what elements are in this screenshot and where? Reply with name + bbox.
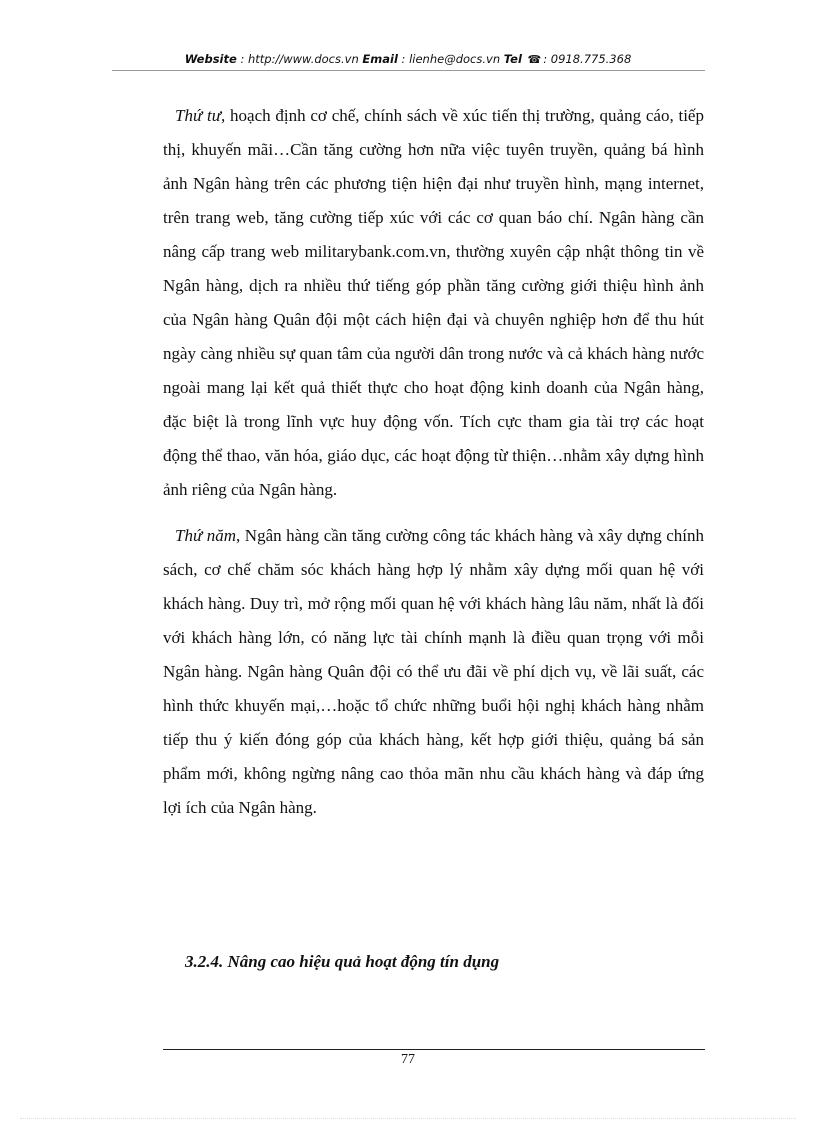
paragraph-fourth xyxy=(163,99,704,507)
telephone-icon: ☎ xyxy=(527,53,542,66)
paragraph-lead: Thứ tư, xyxy=(175,106,226,125)
page-header xyxy=(0,52,816,66)
email-label: Email xyxy=(362,52,398,66)
paragraph-fifth xyxy=(163,519,704,825)
page-edge-border xyxy=(20,1118,796,1119)
tel-label: Tel xyxy=(503,52,522,66)
email-separator: : xyxy=(397,52,410,66)
paragraph-text: hoạch định cơ chế, chính sách về xúc tiến thị trường, quảng cáo, tiếp thị, khuyến mãi…Cần tăng cường hơn nữa việc tuyên truyền, quảng bá hình ảnh Ngân hàng trên các phương tiện hiện đại như truyền hình, mạng internet, trên trang web, tăng cường tiếp xúc với các cơ quan báo chí. Ngân hàng cần nâng cấp trang web militarybank.com.vn, thường xuyên cập nhật thông tin về Ngân hàng, dịch ra nhiều thứ tiếng góp phần tăng cường giới thiệu hình ảnh của Ngân hàng Quân đội một cách hiện đại và chuyên nghiệp hơn để thu hút ngày càng nhiều sự quan tâm của người dân trong nước và cả khách hàng nước ngoài mang lại kết quả thiết thực cho hoạt động kinh doanh của Ngân hàng, đặc biệt là trong lĩnh vực huy động vốn. Tích cực tham gia tài trợ các hoạt động thể thao, văn hóa, giáo dục, các hoạt động từ thiện…nhằm xây dựng hình ảnh riêng của Ngân hàng. xyxy=(163,106,704,499)
paragraph-lead: Thứ năm xyxy=(175,526,237,545)
paragraph-text: , Ngân hàng cần tăng cường công tác khách hàng và xây dựng chính sách, cơ chế chăm sóc khách hàng hợp lý nhằm xây dựng mối quan hệ với khách hàng. Duy trì, mở rộng mối quan hệ với khách hàng lâu năm, nhất là đối với khách hàng lớn, có năng lực tài chính mạnh là điều quan trọng với mỗi Ngân hàng. Ngân hàng Quân đội có thể ưu đãi về phí dịch vụ, về lãi suất, các hình thức khuyến mại,…hoặc tổ chức những buổi hội nghị khách hàng nhằm tiếp thu ý kiến đóng góp của khách hàng, kết hợp giới thiệu, quảng bá sản phẩm mới, không ngừng nâng cao thỏa mãn nhu cầu khách hàng và đáp ứng lợi ích của Ngân hàng. xyxy=(163,526,705,817)
header-divider xyxy=(112,70,705,71)
page-number: 77 xyxy=(401,1052,415,1067)
tel-value: : 0918.775.368 xyxy=(543,52,632,66)
section-heading: 3.2.4. Nâng cao hiệu quả hoạt động tín dụng xyxy=(185,952,500,971)
email-value: lienhe@docs.vn xyxy=(409,52,501,66)
footer-divider xyxy=(163,1049,705,1050)
website-separator: : xyxy=(236,52,248,66)
website-url: http://www.docs.vn xyxy=(247,52,359,66)
website-label: Website xyxy=(184,52,237,66)
body-text xyxy=(163,99,704,825)
